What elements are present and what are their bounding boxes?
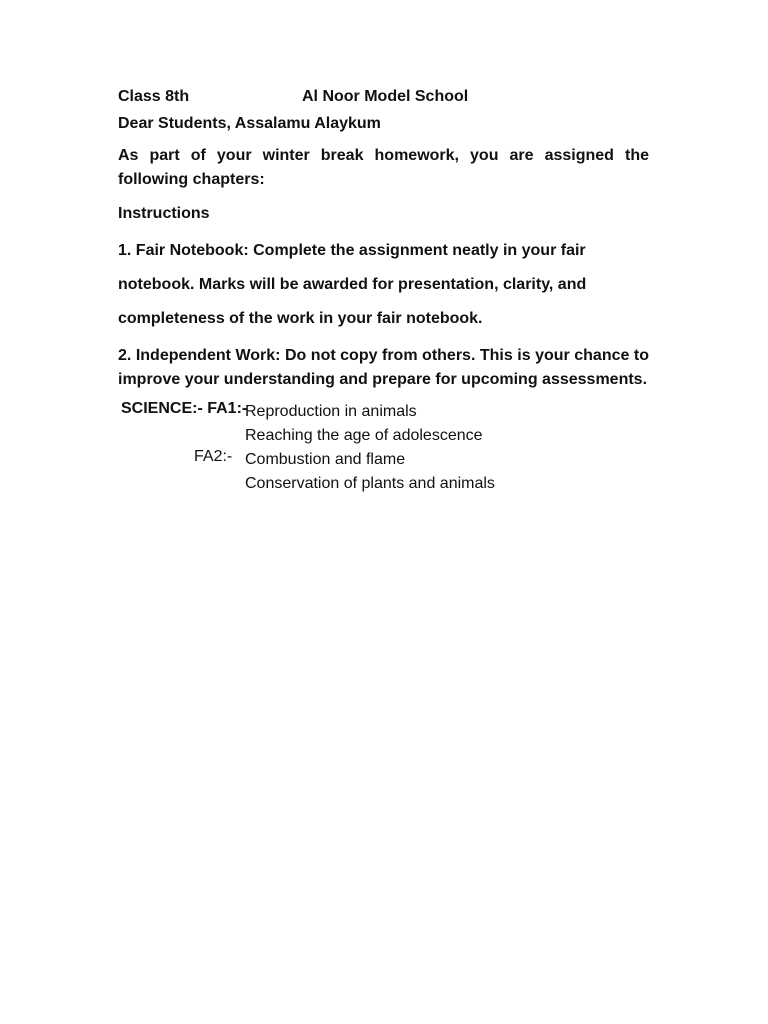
school-name: Al Noor Model School [302, 88, 469, 105]
science-chapters [118, 400, 649, 496]
fa2-topic-1: Combustion and flame [245, 451, 406, 468]
instructions-heading: Instructions [118, 205, 210, 222]
fa1-topic-1: Reproduction in animals [245, 403, 417, 420]
document-header [118, 88, 649, 112]
science-fa2-label: FA2:- [194, 448, 233, 465]
instruction-1-line-3: completeness of the work in your fair notebook. [118, 310, 483, 327]
instruction-1-line-2: notebook. Marks will be awarded for presentation, clarity, and [118, 276, 587, 293]
homework-document [118, 88, 649, 496]
greeting: Dear Students, Assalamu Alaykum [118, 115, 381, 132]
instruction-fair-notebook [118, 234, 649, 336]
instruction-1-line-1: 1. Fair Notebook: Complete the assignment neatly in your fair [118, 242, 586, 259]
science-fa1-label: SCIENCE:- FA1:- [121, 400, 248, 417]
fa1-topic-2: Reaching the age of adolescence [245, 427, 483, 444]
fa2-topic-2: Conservation of plants and animals [245, 475, 495, 492]
instruction-independent-work: 2. Independent Work: Do not copy from others. This is your chance to improve your understanding and prepare for upcoming assessments. [118, 347, 649, 388]
intro-paragraph: As part of your winter break homework, you are assigned the following chapters: [118, 147, 649, 188]
class-label: Class 8th [118, 88, 190, 105]
